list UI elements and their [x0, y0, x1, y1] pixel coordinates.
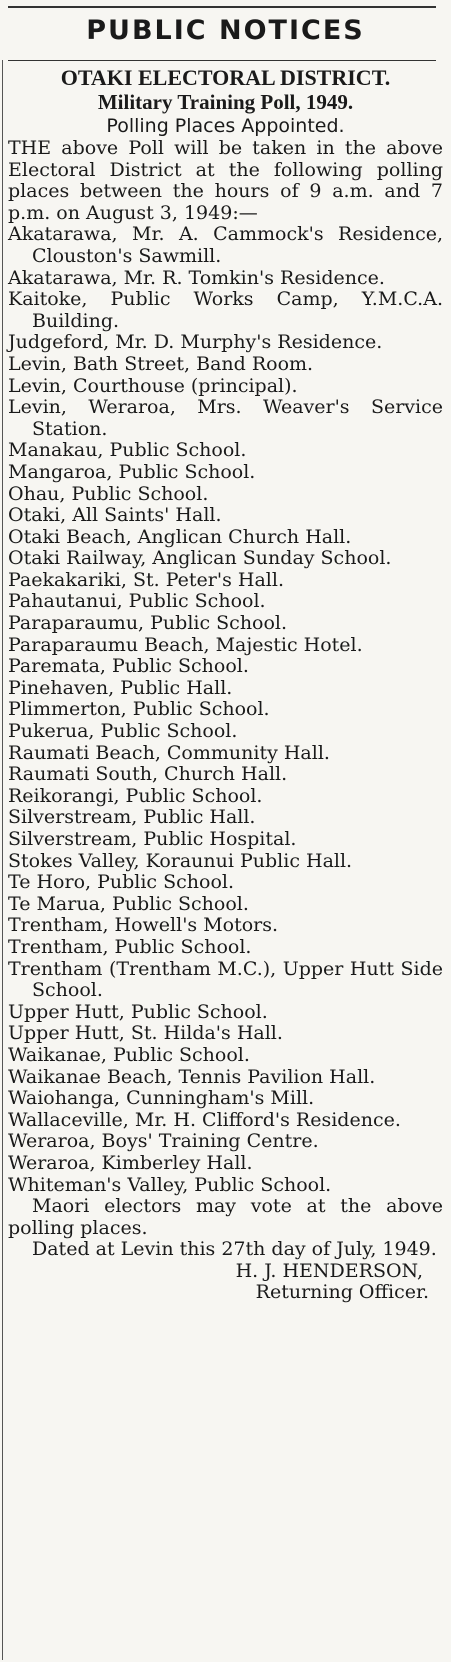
column-left-rule — [2, 60, 3, 1660]
polling-place: Akatarawa, Mr. A. Cammock's Residence, Clouston's Sawmill. — [8, 223, 443, 267]
polling-place: Silverstream, Public Hall. — [8, 806, 256, 829]
polling-place: Levin, Courthouse (principal). — [8, 374, 298, 397]
polling-place: Weraroa, Kimberley Hall. — [8, 1151, 253, 1174]
polling-place: Trentham, Public School. — [8, 935, 252, 958]
header-rule — [8, 60, 436, 61]
polling-place: Upper Hutt, St. Hilda's Hall. — [8, 1022, 283, 1045]
polling-place: Levin, Bath Street, Band Room. — [8, 352, 314, 375]
polling-place: Wallaceville, Mr. H. Clifford's Residence. — [8, 1108, 401, 1131]
polling-place: Ohau, Public School. — [8, 482, 209, 505]
polling-place: Paraparaumu, Public School. — [8, 612, 288, 635]
polling-place: Mangaroa, Public School. — [8, 460, 256, 483]
notice-intro: THE above Poll will be taken in the above Electoral District at the following polling places between the hours of 9 a.m. and 7 p.m. on August 3, 1949:— — [8, 137, 443, 224]
signature-title: Returning Officer. — [255, 1281, 429, 1304]
polling-place: Whiteman's Valley, Public School. — [8, 1173, 332, 1196]
polling-place: Akatarawa, Mr. R. Tomkin's Residence. — [8, 266, 385, 289]
polling-place: Waikanae Beach, Tennis Pavilion Hall. — [8, 1065, 376, 1088]
dated-line: Dated at Levin this 27th day of July, 1949. — [32, 1238, 437, 1261]
polling-place: Stokes Valley, Koraunui Public Hall. — [8, 849, 353, 872]
polling-place: Upper Hutt, Public School. — [8, 1000, 268, 1023]
section-header: PUBLIC NOTICES — [86, 15, 365, 46]
polling-place: Paekakariki, St. Peter's Hall. — [8, 568, 284, 591]
polling-place: Raumati South, Church Hall. — [8, 763, 288, 786]
polling-place: Weraroa, Boys' Training Centre. — [8, 1130, 319, 1153]
notice-title: OTAKI ELECTORAL DISTRICT. — [60, 65, 391, 90]
polling-place: Levin, Weraroa, Mrs. Weaver's Service Station. — [8, 396, 443, 440]
notice-body — [8, 138, 443, 1304]
polling-place: Silverstream, Public Hospital. — [8, 828, 297, 850]
polling-place: Waikanae, Public School. — [8, 1043, 250, 1066]
polling-place: Judgeford, Mr. D. Murphy's Residence. — [8, 331, 383, 354]
polling-place: Te Horo, Public School. — [8, 871, 234, 894]
polling-place: Manakau, Public School. — [8, 439, 247, 462]
polling-place: Pukerua, Public School. — [8, 720, 238, 743]
polling-place: Waiohanga, Cunningham's Mill. — [8, 1087, 315, 1110]
polling-place: Reikorangi, Public School. — [8, 784, 263, 807]
polling-place: Otaki Railway, Anglican Sunday School. — [8, 547, 392, 570]
maori-electors-note: Maori electors may vote at the above polling places. — [8, 1195, 443, 1239]
polling-place: Raumati Beach, Community Hall. — [8, 741, 330, 764]
signature-name: H. J. HENDERSON, — [235, 1259, 423, 1282]
polling-places-list — [8, 224, 443, 1196]
notice-subsubtitle: Polling Places Appointed. — [106, 115, 345, 137]
polling-place: Paremata, Public School. — [8, 655, 249, 678]
polling-place: Otaki, All Saints' Hall. — [8, 504, 222, 527]
polling-place: Pahautanui, Public School. — [8, 590, 266, 613]
notice-subtitle: Military Training Poll, 1949. — [97, 90, 354, 114]
polling-place: Trentham (Trentham M.C.), Upper Hutt Side School. — [8, 957, 443, 1002]
polling-place: Pinehaven, Public Hall. — [8, 676, 233, 699]
polling-place: Plimmerton, Public School. — [8, 698, 270, 721]
polling-place: Trentham, Howell's Motors. — [8, 914, 279, 937]
polling-place: Kaitoke, Public Works Camp, Y.M.C.A. Building. — [8, 288, 443, 332]
polling-place: Otaki Beach, Anglican Church Hall. — [8, 525, 352, 548]
top-rule — [8, 6, 436, 8]
polling-place: Te Marua, Public School. — [8, 892, 249, 915]
polling-place: Paraparaumu Beach, Majestic Hotel. — [8, 633, 363, 656]
